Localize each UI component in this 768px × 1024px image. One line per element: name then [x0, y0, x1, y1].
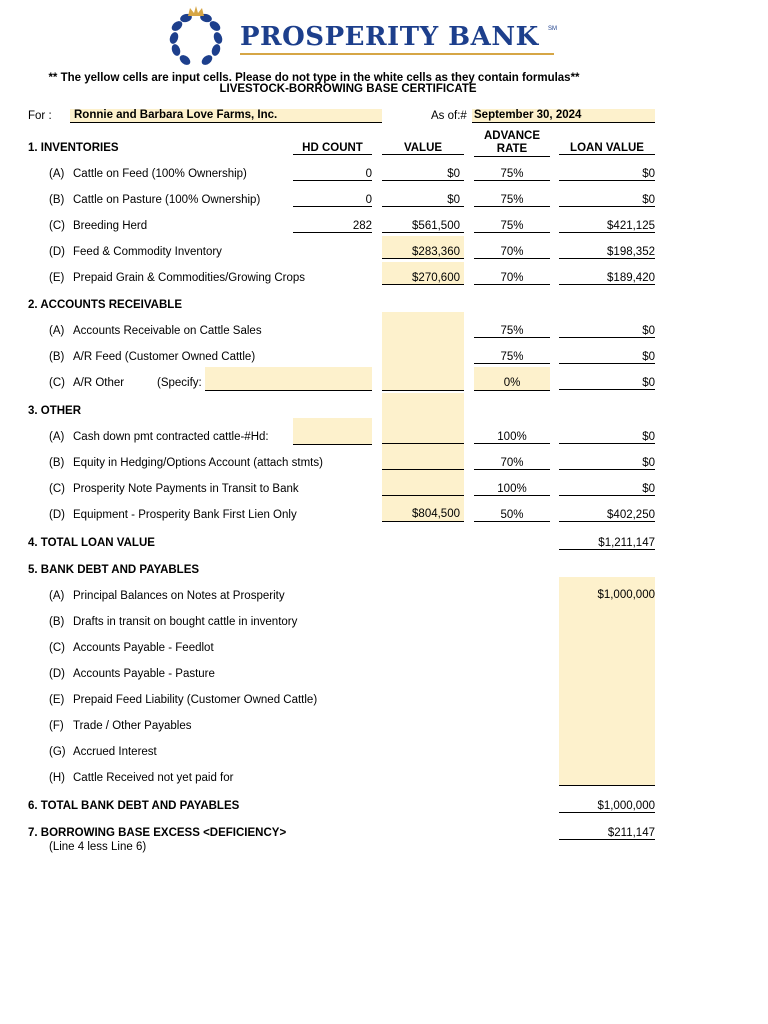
row-label: Prepaid Feed Liability (Customer Owned Cattle) [73, 694, 318, 706]
row-letter: (E) [49, 694, 65, 706]
logo-underline [240, 53, 554, 55]
row-label: Accounts Receivable on Cattle Sales [73, 325, 262, 337]
loan-value-cell: $189,420 [559, 272, 655, 285]
advance-rate-cell: 70% [474, 246, 550, 259]
row-label: Accounts Payable - Feedlot [73, 642, 214, 654]
value-input[interactable]: $804,500 [382, 496, 464, 522]
advance-rate-cell: 70% [474, 272, 550, 285]
loan-value-cell: $0 [559, 457, 655, 470]
row-letter: (C) [49, 483, 65, 495]
amount-input[interactable] [559, 707, 655, 734]
section-borrowing-base-excess: 7. BORROWING BASE EXCESS <DEFICIENCY> [28, 827, 287, 839]
section-total-loan-value: 4. TOTAL LOAN VALUE [28, 537, 155, 549]
row-label: Prosperity Note Payments in Transit to Bank [73, 483, 299, 495]
advance-rate-cell: 75% [474, 220, 550, 233]
col-loan-value: LOAN VALUE [559, 142, 655, 155]
amount-input[interactable] [559, 759, 655, 786]
total-bank-debt-value: $1,000,000 [559, 800, 655, 813]
loan-value-cell: $0 [559, 351, 655, 364]
row-label: Cash down pmt contracted cattle-#Hd: [73, 431, 269, 443]
hd-count-cell: 282 [293, 220, 372, 233]
row-label: A/R Other [73, 377, 125, 389]
value-input[interactable] [382, 444, 464, 470]
value-cell: $0 [382, 168, 464, 181]
row-letter: (A) [49, 431, 65, 443]
amount-input[interactable] [559, 629, 655, 656]
advance-rate-cell: 75% [474, 168, 550, 181]
row-letter: (E) [49, 272, 65, 284]
advance-rate-cell: 75% [474, 351, 550, 364]
total-loan-value: $1,211,147 [559, 537, 655, 550]
bank-name: PROSPERITY BANK [240, 22, 539, 52]
loan-value-cell: $421,125 [559, 220, 655, 233]
row-letter: (B) [49, 351, 65, 363]
row-label: Equity in Hedging/Options Account (attach stmts) [73, 457, 323, 469]
row-letter: (D) [49, 509, 65, 521]
input-notice: ** The yellow cells are input cells. Please do not type in the white cells as they contain formulas** [48, 72, 580, 84]
hd-count-cell: 0 [293, 168, 372, 181]
amount-input[interactable] [559, 681, 655, 708]
col-value: VALUE [382, 142, 464, 155]
other-header-value-cell[interactable] [382, 393, 464, 419]
for-label: For : [28, 110, 52, 122]
loan-value-cell: $0 [559, 194, 655, 207]
row-letter: (B) [49, 616, 65, 628]
advance-rate-cell: 100% [474, 483, 550, 496]
row-label: Principal Balances on Notes at Prosperity [73, 590, 285, 602]
row-label: Breeding Herd [73, 220, 148, 232]
row-letter: (C) [49, 377, 65, 389]
row-letter: (A) [49, 590, 65, 602]
loan-value-cell: $0 [559, 483, 655, 496]
amount-input[interactable]: $1,000,000 [559, 577, 655, 604]
loan-value-cell: $0 [559, 377, 655, 390]
row-label: Cattle on Pasture (100% Ownership) [73, 194, 261, 206]
section-bank-debt: 5. BANK DEBT AND PAYABLES [28, 564, 200, 576]
value-input[interactable] [382, 418, 464, 444]
loan-value-cell: $0 [559, 325, 655, 338]
excess-note: (Line 4 less Line 6) [49, 841, 147, 853]
specify-input[interactable] [205, 367, 372, 391]
service-mark: SM [548, 26, 557, 32]
section-accounts-receivable: 2. ACCOUNTS RECEIVABLE [28, 299, 182, 311]
section-total-bank-debt: 6. TOTAL BANK DEBT AND PAYABLES [28, 800, 240, 812]
advance-rate-cell: 100% [474, 431, 550, 444]
loan-value-cell: $198,352 [559, 246, 655, 259]
value-cell: $561,500 [382, 220, 464, 233]
row-letter: (A) [49, 168, 65, 180]
row-label: Cattle on Feed (100% Ownership) [73, 168, 247, 180]
value-cell[interactable]: $270,600 [382, 262, 464, 285]
section-other: 3. OTHER [28, 405, 82, 417]
row-letter: (D) [49, 246, 65, 258]
wreath-crown-icon [160, 4, 232, 68]
row-letter: (A) [49, 325, 65, 337]
row-letter: (B) [49, 194, 65, 206]
advance-rate-cell: 75% [474, 325, 550, 338]
row-letter: (B) [49, 457, 65, 469]
loan-value-cell: $0 [559, 431, 655, 444]
as-of-label: As of:# [431, 110, 467, 122]
borrower-input[interactable]: Ronnie and Barbara Love Farms, Inc. [70, 109, 382, 123]
row-letter: (C) [49, 642, 65, 654]
section-inventories: 1. INVENTORIES [28, 142, 119, 154]
hd-count-cell: 0 [293, 194, 372, 207]
row-label: Cattle Received not yet paid for [73, 772, 234, 784]
advance-rate-cell: 50% [474, 509, 550, 522]
amount-input[interactable] [559, 733, 655, 760]
value-cell[interactable]: $283,360 [382, 236, 464, 259]
row-label: Feed & Commodity Inventory [73, 246, 222, 258]
advance-rate-cell[interactable]: 0% [474, 367, 550, 391]
row-label: Equipment - Prosperity Bank First Lien Only [73, 509, 297, 521]
advance-rate-cell: 75% [474, 194, 550, 207]
row-label: Drafts in transit on bought cattle in inventory [73, 616, 298, 628]
value-input[interactable] [382, 312, 464, 339]
row-letter: (G) [49, 746, 66, 758]
loan-value-cell: $402,250 [559, 509, 655, 522]
row-label: Trade / Other Payables [73, 720, 192, 732]
value-cell: $0 [382, 194, 464, 207]
row-label: A/R Feed (Customer Owned Cattle) [73, 351, 256, 363]
row-label: Accrued Interest [73, 746, 157, 758]
row-letter: (F) [49, 720, 64, 732]
loan-value-cell: $0 [559, 168, 655, 181]
borrowing-base-excess-value: $211,147 [559, 827, 655, 840]
as-of-date-input[interactable]: September 30, 2024 [472, 109, 655, 123]
advance-rate-cell: 70% [474, 457, 550, 470]
value-input[interactable] [382, 338, 464, 365]
specify-label: (Specify: [157, 377, 202, 389]
col-advance-rate: ADVANCE RATE [474, 130, 550, 157]
col-hd-count: HD COUNT [293, 142, 372, 155]
bank-logo [160, 4, 232, 68]
value-input[interactable] [382, 470, 464, 496]
amount-input[interactable] [559, 603, 655, 630]
row-letter: (D) [49, 668, 65, 680]
row-letter: (C) [49, 220, 65, 232]
page-title: LIVESTOCK-BORROWING BASE CERTIFICATE [219, 83, 477, 95]
row-label: Prepaid Grain & Commodities/Growing Crops [73, 272, 306, 284]
row-letter: (H) [49, 772, 65, 784]
value-input[interactable] [382, 364, 464, 391]
amount-input[interactable] [559, 655, 655, 682]
row-label: Accounts Payable - Pasture [73, 668, 215, 680]
head-count-input[interactable] [293, 418, 372, 445]
